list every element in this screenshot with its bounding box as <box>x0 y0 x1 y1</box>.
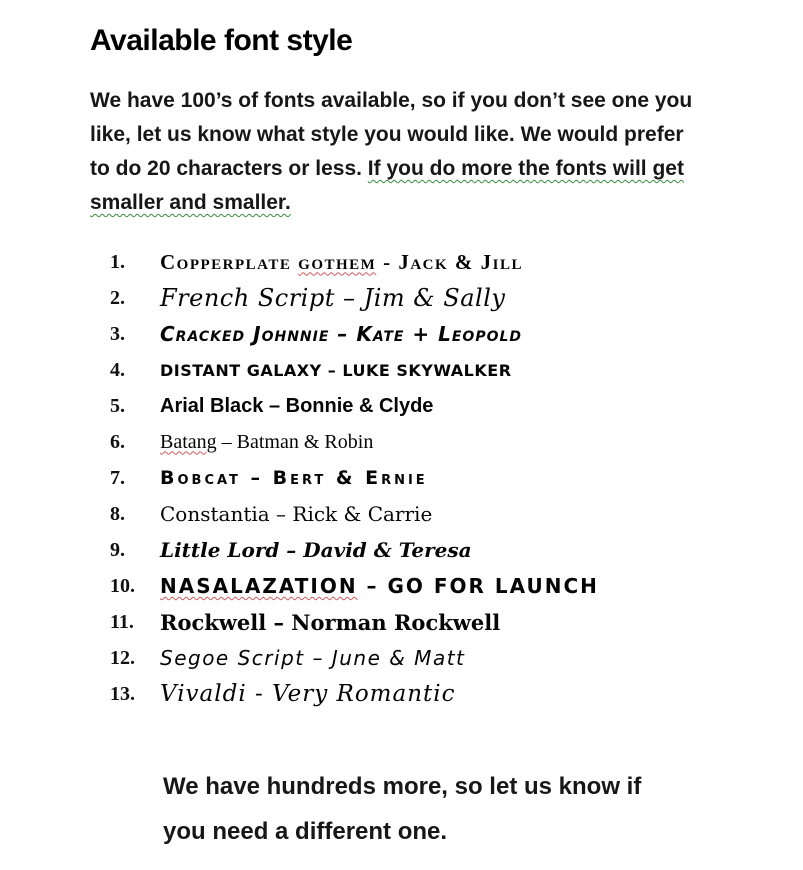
list-number: 9. <box>110 538 125 561</box>
intro-text: We have 100’s of fonts available, so if you don’t see one you like, let us know what style you would like. We would prefer to do 20 characters or less. <box>90 89 693 180</box>
font-sample-bobcat <box>160 467 428 489</box>
font-list-item <box>110 568 703 604</box>
font-list-item <box>110 676 703 712</box>
font-sample-french-script <box>160 284 505 312</box>
font-sample-text: Cracked Johnnie – Kate + Leopold <box>160 322 523 346</box>
font-sample-cracked-johnnie <box>160 322 522 346</box>
list-number: 5. <box>110 394 125 417</box>
font-sample-text: - Jack & Jill <box>376 249 523 274</box>
font-sample-distant-galaxy <box>160 361 512 380</box>
font-sample-constantia <box>160 502 432 526</box>
font-sample-text: Copperplate <box>160 249 299 274</box>
font-list-item <box>110 352 703 388</box>
font-sample-copperplate <box>160 250 523 275</box>
font-sample-arial-black <box>160 395 433 418</box>
font-sample-text: Rockwell – Norman Rockwell <box>160 609 501 635</box>
font-list-item <box>110 496 703 532</box>
font-sample-misspelled-word: Batang <box>160 430 217 453</box>
font-sample-text: French Script – Jim & Sally <box>160 284 506 312</box>
font-list-item <box>110 316 703 352</box>
list-number: 10. <box>110 574 135 597</box>
font-list-item <box>110 280 703 316</box>
list-number: 7. <box>110 466 125 489</box>
font-sample-little-lord <box>160 538 472 562</box>
font-sample-text: Bobcat – Bert & Ernie <box>160 467 428 489</box>
list-number: 6. <box>110 430 125 453</box>
font-sample-text: Segoe Script – June & Matt <box>160 646 466 670</box>
font-sample-text: Arial Black – Bonnie & Clyde <box>160 394 434 417</box>
font-list <box>110 244 703 712</box>
font-sample-text: Vivaldi - Very Romantic <box>160 681 456 707</box>
font-sample-segoe-script <box>160 646 465 670</box>
font-list-item <box>110 424 703 460</box>
font-list-item <box>110 460 703 496</box>
closing-paragraph: We have hundreds more, so let us know if you need a different one. <box>163 773 642 845</box>
font-list-item <box>110 604 703 640</box>
font-sample-text: Little Lord – David & Teresa <box>160 538 472 562</box>
list-number: 2. <box>110 286 125 309</box>
list-number: 3. <box>110 322 125 345</box>
font-sample-batang <box>160 431 373 454</box>
font-list-item <box>110 532 703 568</box>
font-list-item <box>110 640 703 676</box>
font-sample-text: – GO FOR LAUNCH <box>357 574 599 598</box>
list-number: 8. <box>110 502 125 525</box>
font-sample-text: DISTANT GALAXY – LUKE SKYWALKER <box>160 360 512 380</box>
font-sample-rockwell <box>160 610 500 635</box>
font-list-item <box>110 388 703 424</box>
font-sample-nasalazation <box>160 574 599 598</box>
list-number: 12. <box>110 646 135 669</box>
font-sample-misspelled-word: gothem <box>298 249 377 274</box>
font-sample-vivaldi <box>160 681 456 707</box>
font-sample-misspelled-word: NASALAZATION <box>160 574 358 598</box>
page-title: Available font style <box>90 24 353 57</box>
font-sample-text: – Batman & Robin <box>216 430 374 453</box>
font-list-item <box>110 244 703 280</box>
intro-grammar-underlined-text: If you do more the fonts will get smaller and smaller. <box>90 157 684 214</box>
font-sample-text: Constantia – Rick & Carrie <box>160 502 433 526</box>
list-number: 4. <box>110 358 125 381</box>
list-number: 1. <box>110 250 125 273</box>
list-number: 13. <box>110 682 135 705</box>
list-number: 11. <box>110 610 134 633</box>
intro-paragraph <box>90 84 702 220</box>
